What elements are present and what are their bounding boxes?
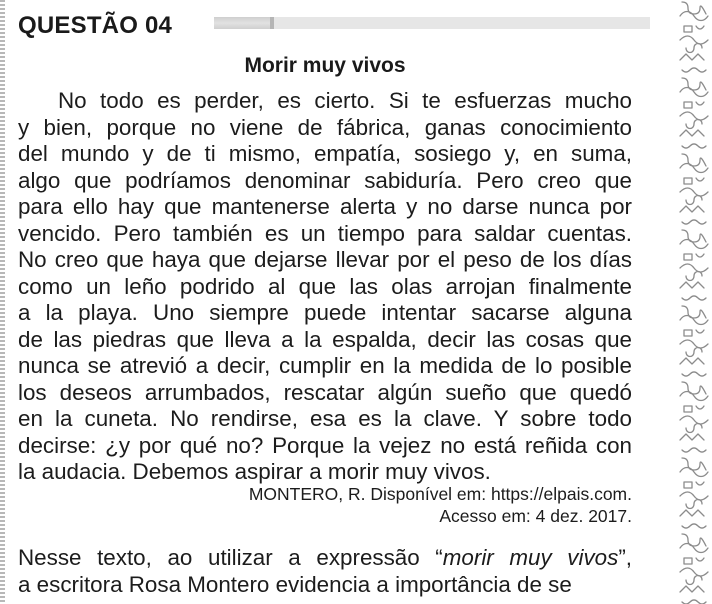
pattern-squiggle — [684, 254, 704, 260]
passage-line: No creo que haya que dejarse llevar por el peso de los días — [18, 247, 632, 272]
perforated-edge — [0, 0, 5, 604]
passage-line: para ello hay que mantenerse alerta y no darse nunca por — [18, 194, 632, 219]
pattern-squiggle — [686, 44, 702, 53]
passage-body — [18, 88, 632, 486]
pattern-squiggle — [682, 448, 706, 452]
header-divider-bar — [214, 17, 650, 29]
pattern-squiggle — [682, 68, 706, 72]
pattern-squiggle — [680, 586, 704, 592]
question-header — [18, 12, 648, 44]
citation-line: MONTERO, R. Disponível em: https://elpais.com. — [248, 484, 632, 504]
passage-line: los deseos arrumbados, rescatar algún sueño que quedó — [18, 379, 632, 405]
passage-line: vencido. Pero también es un tiempo para saldar cuentas. — [18, 220, 632, 246]
pattern-squiggle — [682, 372, 706, 376]
question-number-label: QUESTÃO 04 — [18, 12, 173, 39]
pattern-squiggle — [686, 272, 702, 281]
passage-line: algo que podríamos denominar sabiduría. Pero creo que — [18, 167, 632, 193]
pattern-squiggle — [682, 524, 706, 528]
pattern-squiggle — [680, 416, 708, 424]
pattern-squiggle — [680, 36, 708, 44]
passage-line: nunca se atrevió a decir, cumplir en la medida de lo posible — [18, 353, 632, 378]
question-stem — [18, 545, 632, 598]
passage-line: decirse: ¿y por qué no? Porque la vejez no está reñida con — [18, 432, 632, 458]
pattern-squiggle — [680, 358, 704, 364]
pattern-squiggle — [680, 510, 704, 516]
pattern-squiggle — [686, 348, 702, 357]
header-bar-light — [274, 17, 650, 29]
passage-line: a la playa. Uno siempre puede intentar sacarse alguna — [18, 300, 632, 325]
pattern-squiggle — [686, 576, 702, 585]
pattern-squiggle — [680, 54, 704, 60]
pattern-squiggle — [686, 424, 702, 433]
pattern-squiggle — [682, 220, 706, 224]
pattern-squiggle — [684, 178, 704, 184]
pattern-squiggle — [684, 406, 704, 412]
passage-line: como un leño podrido al que las olas arrojan finalmente — [18, 273, 632, 299]
pattern-squiggle — [682, 144, 706, 148]
passage-line: del mundo y de ti mismo, empatía, sosiego y, en suma, — [18, 141, 632, 166]
pattern-squiggle — [682, 600, 706, 604]
passage-line: de las piedras que lleva a la espalda, decir las cosas que — [18, 326, 632, 352]
pattern-squiggle — [680, 492, 708, 500]
source-citation — [18, 483, 632, 527]
pattern-squiggle — [680, 240, 708, 249]
access-date-line: Acesso em: 4 dez. 2017. — [439, 506, 632, 526]
pattern-squiggle — [680, 544, 708, 553]
pattern-squiggle — [680, 392, 708, 401]
pattern-squiggle — [680, 340, 708, 348]
question-stem-text: ”, — [618, 545, 632, 570]
quoted-expression: morir muy vivos — [442, 545, 619, 570]
pattern-squiggle — [680, 282, 704, 288]
pattern-squiggle — [680, 164, 708, 173]
pattern-squiggle — [680, 112, 708, 120]
question-stem-text: Nesse texto, ao utilizar a expressão “ — [18, 545, 443, 570]
pattern-squiggle — [686, 120, 702, 129]
pattern-squiggle — [684, 102, 704, 108]
pattern-squiggle — [680, 468, 708, 477]
pattern-squiggle — [680, 130, 704, 136]
pattern-squiggle — [680, 188, 708, 196]
pattern-squiggle — [680, 264, 708, 272]
pattern-squiggle — [684, 558, 704, 564]
question-stem-line: a escritora Rosa Montero evidencia a importância de se — [18, 571, 572, 597]
pattern-squiggle — [686, 500, 702, 509]
passage-line: y bien, porque no viene de fábrica, ganas conocimiento — [18, 114, 632, 140]
pattern-squiggle — [684, 330, 704, 336]
pattern-squiggle — [684, 26, 704, 32]
pattern-squiggle — [680, 206, 704, 212]
pattern-squiggle — [680, 316, 708, 325]
passage-title: Morir muy vivos — [244, 54, 406, 77]
pattern-squiggle — [680, 434, 704, 440]
pattern-squiggle — [686, 196, 702, 205]
question-stem-line — [18, 545, 632, 572]
passage-line: No todo es perder, es cierto. Si te esfuerzas mucho — [58, 88, 632, 113]
passage-line: en la cuneta. No rendirse, esa es la clave. Y sobre todo — [18, 406, 632, 431]
pattern-squiggle — [684, 482, 704, 488]
pattern-squiggle — [682, 296, 706, 300]
pattern-squiggle — [680, 568, 708, 576]
pattern-squiggle — [680, 88, 708, 97]
passage-line: la audacia. Debemos aspirar a morir muy vivos. — [18, 459, 491, 484]
decorative-pattern-strip — [676, 0, 712, 604]
pattern-squiggle — [680, 12, 708, 21]
